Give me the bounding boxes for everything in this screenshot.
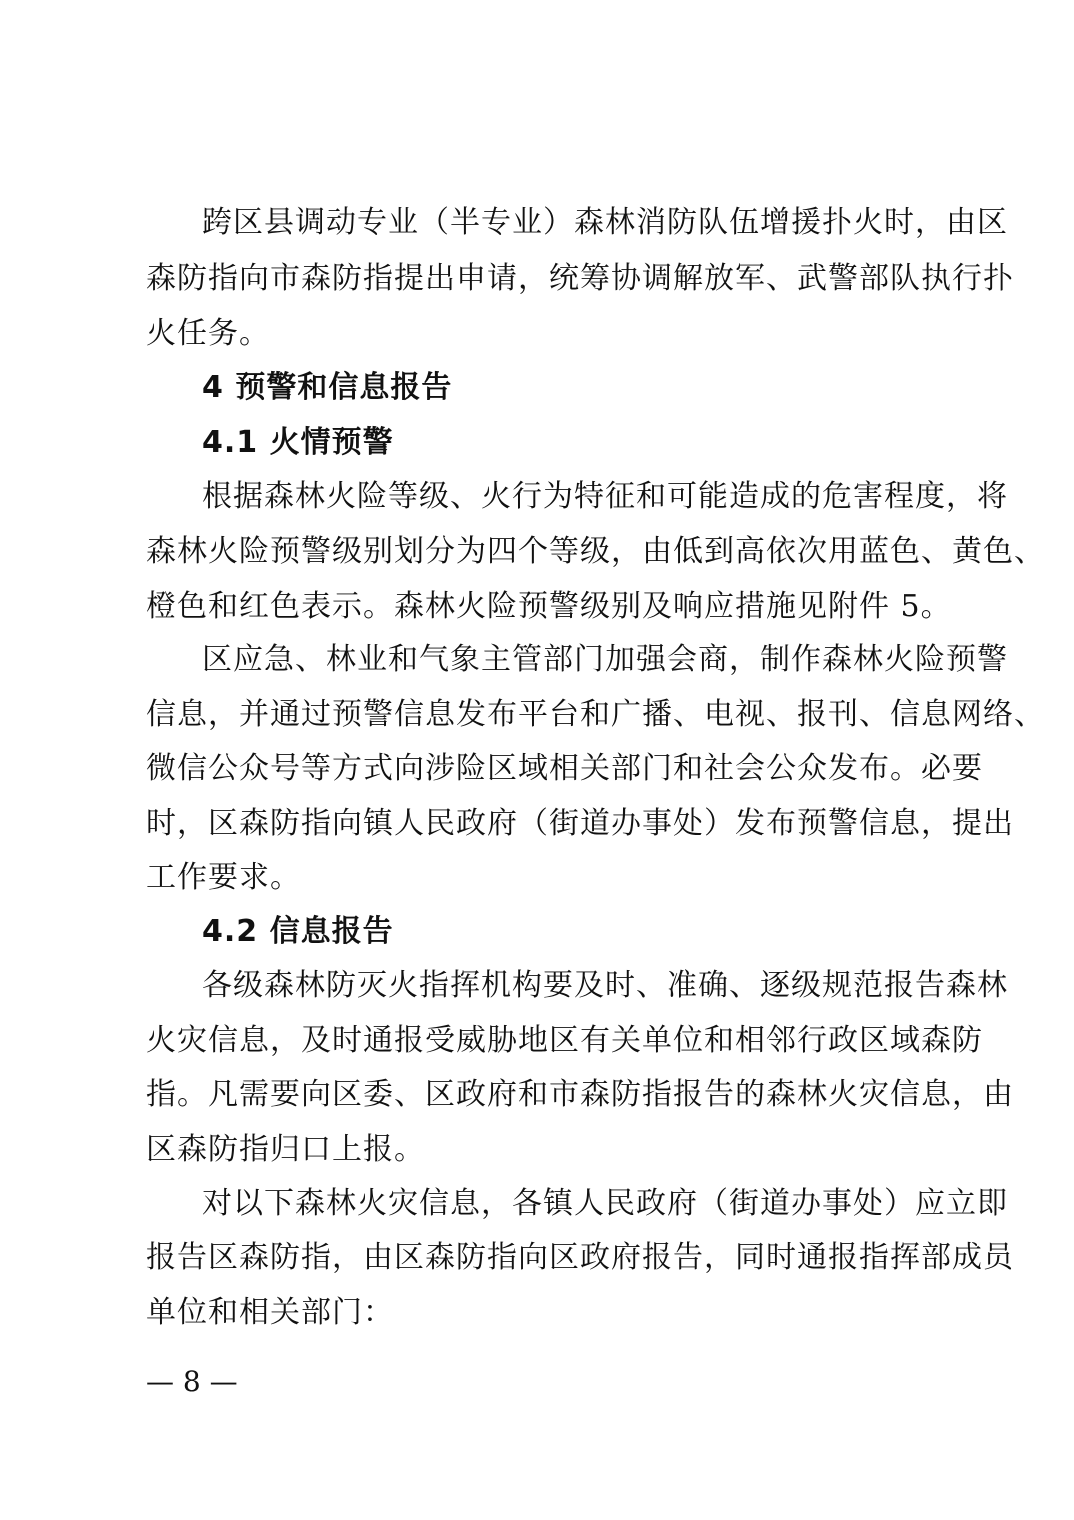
paragraph-line: 橙色和红色表示。森林火险预警级别及响应措施见附件 5。	[146, 589, 952, 624]
paragraph-line: 区应急、林业和气象主管部门加强会商，制作森林火险预警	[202, 642, 1008, 677]
page-number: — 8 —	[146, 1365, 238, 1398]
paragraph-line: 指。凡需要向区委、区政府和市森防指报告的森林火灾信息，由	[146, 1077, 1014, 1112]
paragraph-line: 报告区森防指，由区森防指向区政府报告，同时通报指挥部成员	[146, 1240, 1014, 1275]
paragraph-line: 时，区森防指向镇人民政府（街道办事处）发布预警信息，提出	[146, 806, 1014, 841]
paragraph-line: 火任务。	[146, 316, 270, 351]
subsection-heading: 4.1 火情预警	[202, 425, 394, 460]
paragraph-line: 区森防指归口上报。	[146, 1132, 425, 1167]
paragraph-line: 工作要求。	[146, 860, 301, 895]
paragraph-line: 火灾信息，及时通报受威胁地区有关单位和相邻行政区域森防	[146, 1023, 983, 1058]
paragraph-line: 森林火险预警级别划分为四个等级，由低到高依次用蓝色、黄色、	[146, 534, 1045, 569]
paragraph-line: 对以下森林火灾信息，各镇人民政府（街道办事处）应立即	[202, 1186, 1008, 1221]
subsection-heading: 4.2 信息报告	[202, 914, 394, 949]
paragraph-line: 微信公众号等方式向涉险区域相关部门和社会公众发布。必要	[146, 751, 983, 786]
paragraph-line: 信息，并通过预警信息发布平台和广播、电视、报刊、信息网络、	[146, 697, 1045, 732]
paragraph-line: 各级森林防灭火指挥机构要及时、准确、逐级规范报告森林	[202, 968, 1008, 1003]
paragraph-line: 单位和相关部门：	[146, 1295, 394, 1330]
section-heading: 4 预警和信息报告	[202, 370, 453, 405]
paragraph-line: 根据森林火险等级、火行为特征和可能造成的危害程度，将	[202, 479, 1008, 514]
paragraph-line: 跨区县调动专业（半专业）森林消防队伍增援扑火时，由区	[202, 205, 1008, 240]
paragraph-line: 森防指向市森防指提出申请，统筹协调解放军、武警部队执行扑	[146, 261, 1014, 296]
